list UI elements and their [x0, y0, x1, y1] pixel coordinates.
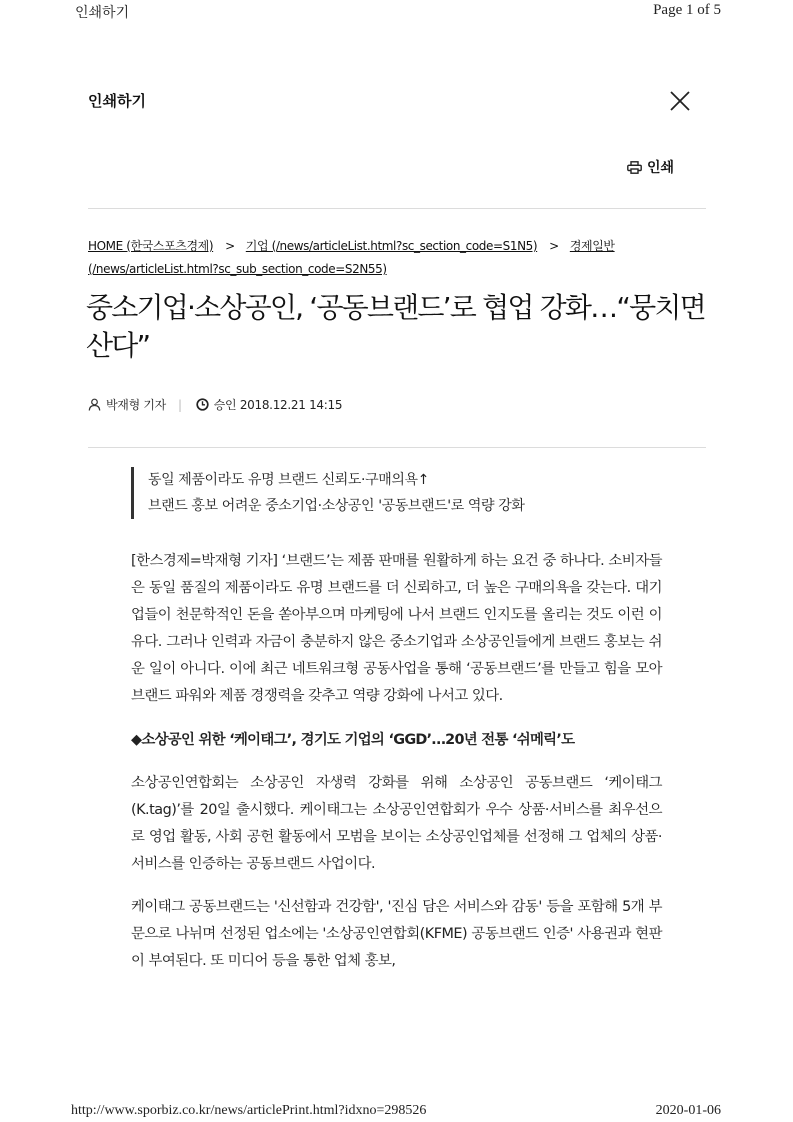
article-summary [131, 467, 524, 519]
breadcrumb-separator: > [225, 239, 235, 253]
approved-time: 2018.12.21 14:15 [239, 397, 343, 412]
article-paragraph: [한스경제=박재형 기자] ‘브랜드’는 제품 판매를 원활하게 하는 요건 중 하나다. 소비자들은 동일 품질의 제품이라도 유명 브랜드를 더 신뢰하고, 더 높은 구매의욕을 갖는다. 대기업들이 천문학적인 돈을 쏟아부으며 마케팅에 나서 브랜드 인지도를 올리는 것도 이런 이유다. 그러나 인력과 자금이 충분하지 않은 중소기업과 소상공인들에게 브랜드 홍보는 쉬운 일이 아니다. 이에 최근 네트워크형 공동사업을 통해 ‘공동브랜드’를 만들고 힘을 모아 브랜드 파워와 제품 경쟁력을 갖추고 역량 강화에 나서고 있다. [131, 553, 662, 705]
user-icon [88, 398, 101, 411]
print-header-page-number: Page 1 of 5 [653, 2, 721, 18]
summary-line: 동일 제품이라도 유명 브랜드 신뢰도·구매의욕↑ [148, 472, 429, 488]
article-headline: 중소기업·소상공인, ‘공동브랜드’로 협업 강화…“뭉치면 산다” [86, 291, 705, 362]
byline-separator: | [177, 397, 182, 412]
author-name: 박재형 기자 [106, 398, 166, 412]
approved-label: 승인 [213, 398, 237, 412]
summary-line: 브랜드 홍보 어려운 중소기업·소상공인 '공동브랜드'로 역량 강화 [148, 498, 525, 514]
close-button[interactable] [668, 89, 692, 113]
breadcrumb-section-link[interactable]: 기업 (/news/articleList.html?sc_section_code=S1N5) [245, 239, 538, 253]
breadcrumb-subsection-link[interactable]: 경제일반 (/news/articleList.html?sc_sub_section_code=S2N55) [88, 239, 615, 276]
print-button[interactable] [627, 157, 674, 177]
print-header-title: 인쇄하기 [75, 5, 130, 21]
printer-icon [627, 161, 642, 174]
breadcrumb-home-link[interactable]: HOME (한국스포츠경제) [88, 239, 214, 253]
divider [88, 447, 706, 448]
divider [88, 208, 706, 209]
article-paragraph: 케이태그 공동브랜드는 '신선함과 건강함', '진심 담은 서비스와 감동' 등을 포함해 5개 부문으로 나뉘며 선정된 업소에는 '소상공인연합회(KFME) 공동브랜드 인증' 사용권과 현판이 부여된다. 또 미디어 등을 통한 업체 홍보, [131, 899, 662, 970]
article-paragraph: 소상공인연합회는 소상공인 자생력 강화를 위해 소상공인 공동브랜드 ‘케이태그(K.tag)’를 20일 출시했다. 케이태그는 소상공인연합회가 우수 상품·서비스를 최우선으로 영업 활동, 사회 공헌 활동에서 모범을 보이는 소상공인업체를 선정해 그 업체의 상품·서비스를 인증하는 공동브랜드 사업이다. [131, 774, 662, 872]
print-footer-url: http://www.sporbiz.co.kr/news/articlePrint.html?idxno=298526 [71, 1103, 427, 1118]
popup-title: 인쇄하기 [88, 92, 146, 110]
print-footer-date: 2020-01-06 [655, 1103, 721, 1118]
article-byline [88, 396, 342, 413]
article-subheading: ◆소상공인 위한 ‘케이태그’, 경기도 기업의 ‘GGD’…20년 전통 ‘쉬메릭’도 [131, 731, 575, 748]
close-icon [668, 89, 692, 113]
article-body [131, 548, 662, 991]
print-button-label: 인쇄 [647, 160, 675, 176]
clock-icon [196, 398, 209, 411]
breadcrumb-separator: > [549, 239, 559, 253]
breadcrumb [88, 235, 706, 281]
